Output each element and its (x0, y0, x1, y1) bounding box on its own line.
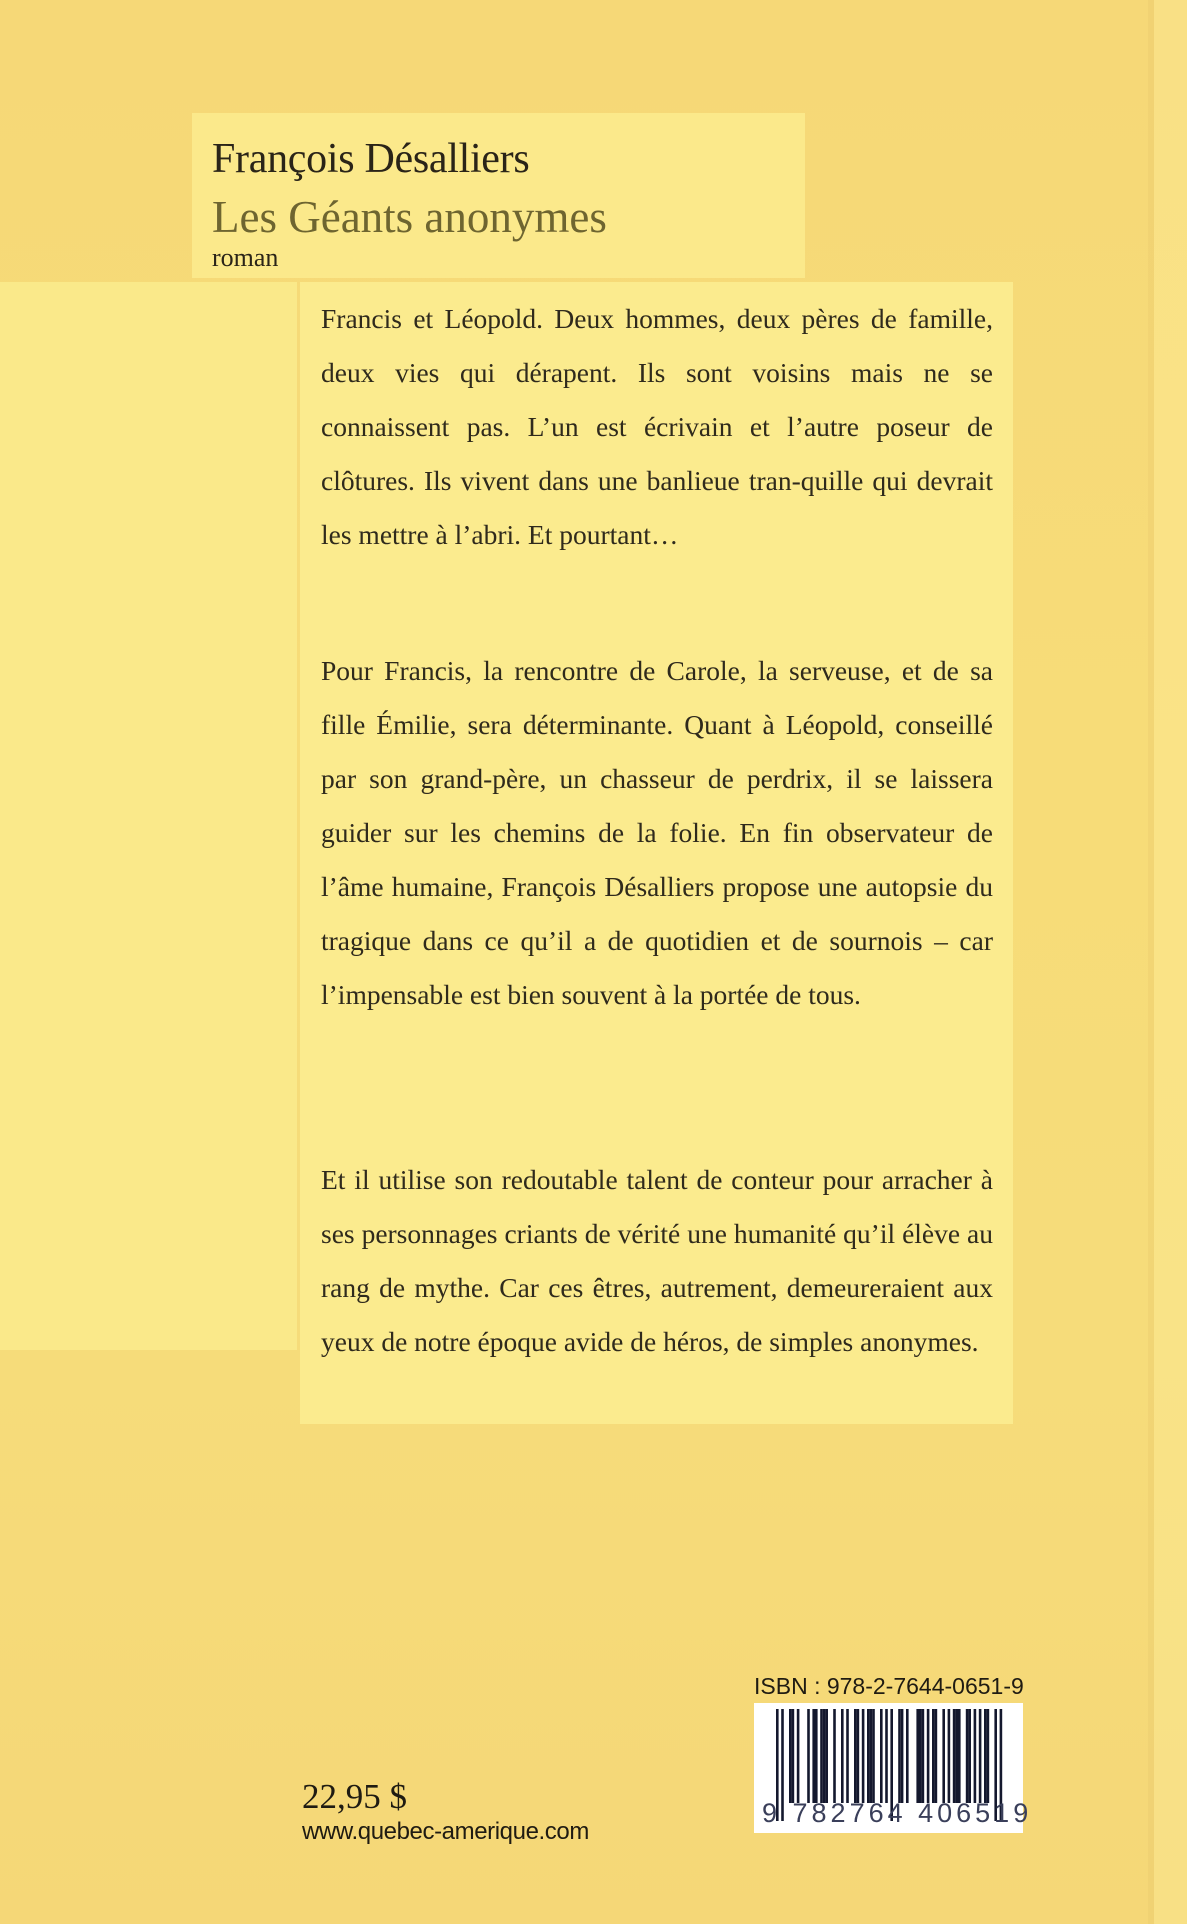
barcode-bar (812, 1709, 815, 1803)
barcode-bar (984, 1709, 987, 1803)
blurb-paragraph: Pour Francis, la rencontre de Carole, la serveuse, et de sa fille Émilie, sera déterminante. Quant à Léopold, conseillé par son grand-père, un chasseur de perdrix, il se laissera guider sur les chemins de la folie. En fin observateur de l’âme humaine, François Désalliers propose une autopsie du tragique dans ce qu’il a de quotidien et de sournois – car l’impensable est bien souvent à la portée de tous. (321, 655, 993, 1010)
barcode-bar (854, 1709, 857, 1803)
barcode (754, 1703, 1033, 1833)
barcode-bar (870, 1709, 873, 1803)
barcode-bar (932, 1709, 935, 1803)
barcode-bar (807, 1709, 810, 1803)
barcode-bar (880, 1709, 883, 1803)
left-decorative-panel (0, 282, 297, 1350)
barcode-digits: 9 782764 406519 (762, 1798, 1033, 1828)
barcode-bar (841, 1709, 844, 1803)
barcode-bar (927, 1709, 930, 1803)
barcode-bar (797, 1709, 800, 1803)
barcode-bar (922, 1709, 925, 1803)
barcode-bar (974, 1709, 977, 1803)
title-block (192, 113, 805, 278)
barcode-bar (901, 1709, 904, 1803)
barcode-bar (919, 1709, 922, 1803)
barcode-bar (958, 1709, 961, 1803)
barcode-bar (953, 1709, 956, 1803)
barcode-bar (825, 1709, 828, 1803)
barcode-bar (987, 1709, 990, 1803)
price-label: 22,95 $ (302, 1777, 407, 1816)
barcode-bar (942, 1709, 945, 1803)
barcode-bar (823, 1709, 826, 1803)
barcode-bar (968, 1709, 971, 1803)
barcode-bar (979, 1709, 982, 1803)
cover-right-edge (1154, 0, 1187, 1924)
blurb-paragraph: Francis et Léopold. Deux hommes, deux pères de famille, deux vies qui dérapent. Ils sont voisins mais ne se connaissent pas. L’un est écrivain et l’autre poseur de clôtures. Ils vivent dans une banlieue tran-quille qui devrait les mettre à l’abri. Et pourtant… (321, 303, 993, 550)
isbn-label: ISBN : 978-2-7644-0651-9 (754, 1673, 1024, 1699)
blurb-box (300, 282, 1013, 1424)
book-title: Les Géants anonymes (212, 192, 607, 242)
barcode-bar (857, 1709, 860, 1803)
publisher-website: www.quebec-amerique.com (302, 1818, 589, 1845)
author-name: François Désalliers (212, 136, 530, 182)
barcode-bar (862, 1709, 865, 1803)
barcode-bar (885, 1709, 888, 1803)
barcode-bar (966, 1709, 969, 1803)
barcode-bar (833, 1709, 836, 1803)
barcode-bar (792, 1709, 795, 1803)
barcode-bar (815, 1709, 818, 1803)
barcode-bar (846, 1709, 849, 1803)
blurb-paragraph: Et il utilise son redoutable talent de conteur pour arracher à ses personnages criants de vérité une humanité qu’il élève au rang de mythe. Car ces êtres, autrement, demeureraient aux yeux de notre époque avide de héros, de simples anonymes. (321, 1164, 993, 1357)
barcode-bar (948, 1709, 951, 1803)
barcode-bar (916, 1709, 919, 1803)
genre-label: roman (212, 243, 279, 272)
barcode-bar (789, 1709, 792, 1803)
barcode-bar (898, 1709, 901, 1803)
barcode-bar (935, 1709, 938, 1803)
barcode-bar (906, 1709, 909, 1803)
barcode-bar (872, 1709, 875, 1803)
barcode-bar (820, 1709, 823, 1803)
barcode-bar (867, 1709, 870, 1803)
barcode-bar (955, 1709, 958, 1803)
